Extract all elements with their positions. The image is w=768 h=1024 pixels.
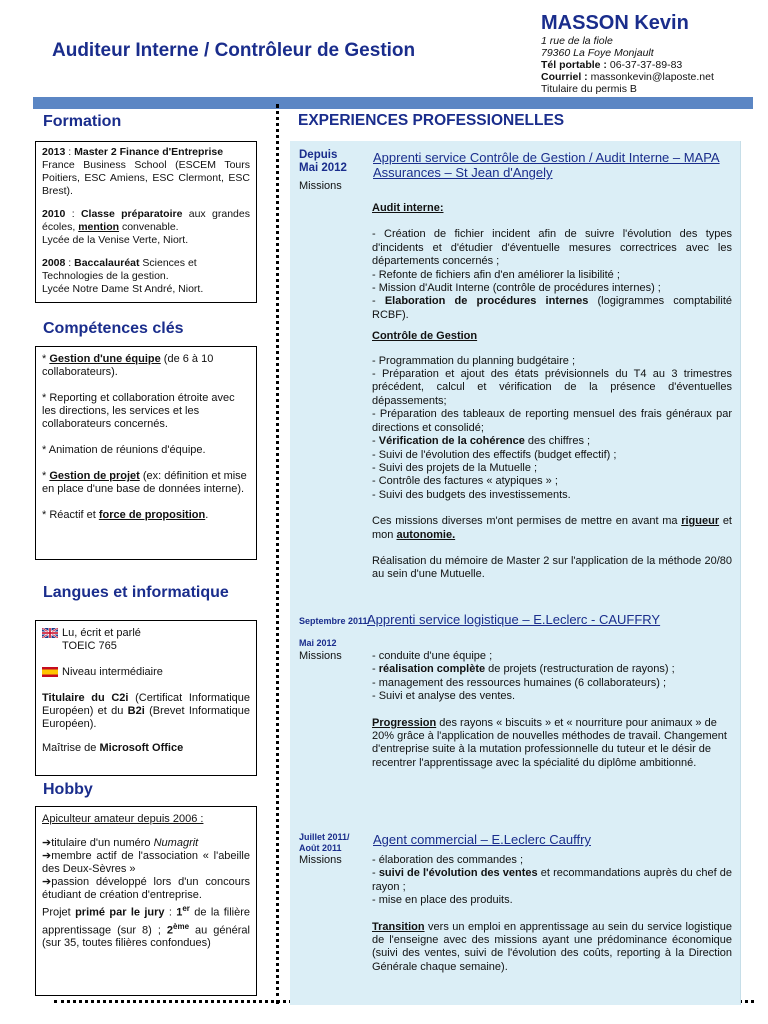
competence-3: * Animation de réunions d'équipe. [42, 444, 206, 456]
hobby-project: Projet primé par le jury : 1er de la filière apprentissage (sur 8) ; 2ème au général (sur 35, toutes filières confondues) [42, 904, 251, 950]
exp3-title: Agent commercial – E.Leclerc Cauffry [373, 832, 591, 847]
formation-title: Formation [43, 113, 122, 130]
hobby-item-1: ➔titulaire d'un numéro Numagrit [42, 837, 199, 849]
exp1-body: Audit interne: - Création de fichier incident afin de suivre l'évolution des types d'incidents et d'étudier d'éventuelle mesures correctrices avec les départements concernés ; - Refonte de fichiers afin d'en améliorer la lisibilité ; - Mission d'Audit Interne (contrôle de procédures internes) ; - Elaboration de procédures internes (logigrammes comptabilité RCBF). Contrôle de Gestion - Programmation du planning budgétaire ; - Préparation et ajout des états prévisionnels du T4 au 3 trimestres précédent, calcul et vérification de la présence d'éventuelles dépassements; - Préparation des tableaux de reporting mensuel des frais généraux par directions et consolidé; - Vérification de la cohérence des chiffres ; - Suivi de l'évolution des effectifs (budget effectif) ; - Suivi des projets de la Mutuelle ; - Contrôle des factures « atypiques » ; - Suivi des budgets des investissements. Ces missions diverses m'ont permises de mettre en avant ma rigueur et mon autonomie. Réalisation du mémoire de Master 2 sur l'application de la méthode 20/80 au sein d'une Mutuelle. [372, 202, 732, 581]
hobby-item-3: ➔passion développé lors d'un concours étudiant de création d'entreprise. [42, 876, 250, 901]
hobby-box [35, 806, 257, 996]
phone-line: Tél portable : 06-37-37-89-83 [541, 59, 683, 71]
candidate-name: MASSON Kevin [541, 12, 689, 34]
formation-box [35, 141, 257, 303]
language-spanish: Niveau intermédiaire [42, 666, 250, 679]
exp3-date-1: Juillet 2011/ [299, 832, 350, 842]
hobby-item-2: ➔membre actif de l'association « l'abeille des Deux-Sèvres » [42, 850, 250, 875]
exp2-title: Apprenti service logistique – E.Leclerc - CAUFFRY [367, 612, 661, 627]
exp1-title: Apprenti service Contrôle de Gestion / Audit Interne – MAPA Assurances – St Jean d'Angely [373, 150, 720, 180]
hobby-intro: Apiculteur amateur depuis 2006 : [42, 813, 204, 825]
exp2-body: - conduite d'une équipe ; - réalisation complète de projets (restructuration de rayons) ; - management des ressources humaines (6 collaborateurs) ; - Suivi et analyse des ventes. Progression des rayons « biscuits » et « nourriture pour animaux » de 20% grâce à l'application de nouvelles méthodes de travail. Changement d'entreprise suite à la mutation professionnelle du tuteur et le désir de recentrer l'apprentissage avec la spécialité du diplôme ambitionné. [372, 650, 727, 769]
competences-box [35, 346, 257, 560]
exp3-date-2: Août 2011 [299, 843, 342, 853]
exp3-missions-label: Missions [299, 854, 342, 866]
computer-skills-c2i: Titulaire du C2i (Certificat Informatique Européen) et du B2i (Brevet Informatique Européen). [42, 692, 250, 730]
address-line-1: 1 rue de la fiole [541, 35, 613, 47]
exp2-missions-label: Missions [299, 650, 342, 662]
language-english: Lu, écrit et parlé TOEIC 765 [42, 627, 250, 653]
spain-flag-icon [42, 667, 58, 677]
vertical-dotted-divider [276, 104, 279, 1004]
exp1-cg-title: Contrôle de Gestion [372, 330, 478, 343]
exp1-date: Depuis Mai 2012 [299, 149, 347, 174]
exp2-date-2: Mai 2012 [299, 638, 337, 648]
experiences-title: EXPERIENCES PROFESSIONELLES [298, 112, 565, 129]
langues-title: Langues et informatique [43, 584, 229, 601]
langues-box [35, 620, 257, 776]
competences-title: Compétences clés [43, 320, 184, 337]
job-title: Auditeur Interne / Contrôleur de Gestion [52, 40, 416, 61]
competence-4: * Gestion de projet (ex: définition et mise en place d'une base de données interne). [42, 470, 247, 495]
email-line: Courriel : massonkevin@laposte.net [541, 71, 714, 83]
formation-item-2013: 2013 : Master 2 Finance d'Entreprise France Business School (ESCEM Tours Poitiers, ESC Amiens, ESC Clermont, ESC Brest). [42, 146, 250, 197]
exp1-audit-title: Audit interne: [372, 202, 444, 214]
exp2-date-1: Septembre 2011/ [299, 616, 371, 626]
formation-item-2008: 2008 : Baccalauréat Sciences et Technologies de la gestion. Lycée Notre Dame St André, Niort. [42, 257, 204, 295]
address-line-2: 79360 La Foye Monjault [541, 47, 654, 59]
competence-5: * Réactif et force de proposition. [42, 509, 209, 521]
competence-2: * Reporting et collaboration étroite avec les directions, les services et les collaborateurs concernés. [42, 392, 235, 430]
permit-line: Titulaire du permis B [541, 83, 637, 95]
exp3-body: - élaboration des commandes ; - suivi de l'évolution des ventes et recommandations auprès du chef de rayon ; - mise en place des produits. Transition vers un emploi en apprentissage au sein du service logistique de l'enseigne avec des missions ayant une prédominance économique (suivi des ventes, suivi de l'évolution des coûts, reporting à la Direction Générale chaque semaine). [372, 854, 732, 973]
competence-1: * Gestion d'une équipe (de 6 à 10 collaborateurs). [42, 353, 214, 378]
computer-skills-office: Maîtrise de Microsoft Office [42, 742, 184, 754]
experiences-panel [290, 141, 741, 1005]
formation-item-2010: 2010 : Classe préparatoire aux grandes écoles, mention convenable. Lycée de la Venise Verte, Niort. [42, 208, 250, 246]
header-divider-bar [33, 97, 753, 109]
exp1-missions-label: Missions [299, 180, 342, 192]
hobby-title: Hobby [43, 781, 93, 798]
uk-flag-icon [42, 628, 58, 638]
